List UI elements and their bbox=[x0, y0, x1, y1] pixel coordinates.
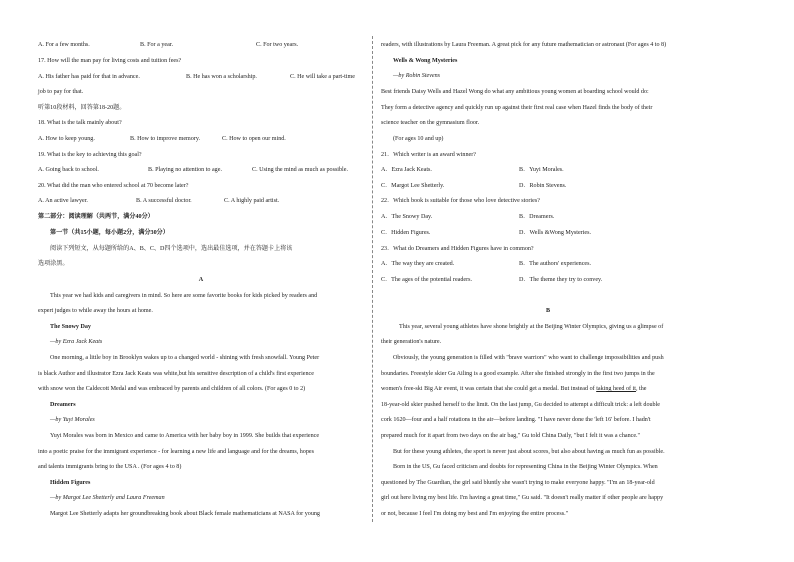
passage-b-p2: Obviously, the young generation is filled with "brave warriors" who want to challenge impossibilities and push bbox=[393, 355, 664, 361]
q22-option-d: D．Wells &Wong Mysteries. bbox=[519, 230, 591, 236]
instruction-18-20: 听第10段材料，回答第18-20题。 bbox=[38, 105, 126, 111]
q21-stem: 21．Which writer is an award winner? bbox=[381, 152, 476, 158]
section1-title: 第一节（共15小题，每小题2分，满分30分） bbox=[50, 230, 169, 236]
q18-stem: 18. What is the talk mainly about? bbox=[38, 120, 122, 126]
passage-b-p3: But for these young athletes, the sport is never just about scores, but also about having as much fun as possible. bbox=[393, 449, 665, 455]
passage-b-p2-text: women's free-ski Big Air event, it was certain that she could get a medal. But instead of bbox=[381, 386, 595, 392]
q20-option-a: A. An active lawyer. bbox=[38, 198, 88, 204]
q17-option-c: C. He will take a part-time bbox=[290, 74, 355, 80]
book3-text-cont: readers, with illustrations by Laura Freeman. A great pick for any future mathematician or astronaut (For ages 4 to 8) bbox=[381, 42, 667, 48]
q23-option-c: C．The ages of the potential readers. bbox=[381, 277, 473, 283]
book2-text-cont2: and talents immigrants bring to the USA . (For ages 4 to 8) bbox=[38, 464, 182, 470]
book4-text: Best friends Daisy Wells and Hazel Wong do what any ambitious young women at boarding school would do: bbox=[381, 89, 649, 95]
q23-option-d: D．The theme they try to convey. bbox=[519, 277, 603, 283]
book2-title: Dreamers bbox=[50, 402, 76, 408]
q21-option-a: A．Ezra Jack Keats. bbox=[381, 167, 432, 173]
book1-author: —by Ezra Jack Keats bbox=[50, 339, 103, 345]
q23-option-b: B．The authors' experiences. bbox=[519, 261, 591, 267]
q20-option-b: B. A successful doctor. bbox=[136, 198, 192, 204]
q21-option-c: C．Margot Lee Shetterly. bbox=[381, 183, 445, 189]
q20-option-c: C. A highly paid artist. bbox=[224, 198, 280, 204]
q19-option-c: C. Using the mind as much as possible. bbox=[252, 167, 348, 173]
q16-option-b: B. For a year. bbox=[140, 42, 174, 48]
q16-option-a: A. For a few months. bbox=[38, 42, 90, 48]
passage-a-intro-cont: expert judges to while away the hours at home. bbox=[38, 308, 153, 314]
passage-b-p2-cont2 bbox=[381, 385, 715, 393]
passage-b-p2-cont1: boundaries. Freestyle skier Gu Ailing is a good example. After she finished strongly in the first two jumps in the bbox=[381, 371, 655, 377]
q19-option-b: B. Playing no attention to age. bbox=[148, 167, 222, 173]
q18-option-c: C. How to open our mind. bbox=[222, 136, 286, 142]
q23-option-a: A．The way they are created. bbox=[381, 261, 455, 267]
passage-b-p4-cont1: questioned by The Guardian, the girl said bluntly she wasn't trying to make everyone happy. "I'm an 18-year-old bbox=[381, 480, 655, 486]
book4-title: Wells & Wong Mysteries bbox=[393, 58, 458, 64]
book1-text-cont1: is black Author and illustrator Ezra Jack Keats was white,but his sensitive description of a child's first experience bbox=[38, 371, 314, 377]
section1-instruction-cont: 选项涂黑。 bbox=[38, 261, 69, 267]
q22-option-b: B．Dreamers. bbox=[519, 214, 555, 220]
book2-author: —by Yuyi Morales bbox=[50, 417, 95, 423]
column-divider bbox=[372, 36, 373, 522]
q21-option-d: D．Robin Stevens. bbox=[519, 183, 567, 189]
passage-a-label: A bbox=[198, 277, 204, 283]
book2-text: Yuyi Morales was born in Mexico and came to America with her baby boy in 1999. She builds that experience bbox=[50, 433, 320, 439]
book1-text-cont2: with snow won the Caldecott Medal and was embraced by parents and children of all colors. (For ages 0 to 2) bbox=[38, 386, 306, 392]
passage-b-p4-cont2: girl out here living my best life. I'm having a great time," Gu said. "It doesn't really matter if other people are happy bbox=[381, 495, 664, 501]
q19-option-a: A. Going back to school. bbox=[38, 167, 99, 173]
q23-stem: 23．What do Dreamers and Hidden Figures have in common? bbox=[381, 246, 534, 252]
book3-author: —by Margot Lee Shetterly and Laura Freeman bbox=[50, 495, 165, 501]
q22-stem: 22．Which book is suitable for those who love detective stories? bbox=[381, 198, 540, 204]
passage-b-p1-cont: their generation's nature. bbox=[381, 339, 442, 345]
passage-b-p2-cont5: prepared much for it apart from two days on the air bag," Gu told China Daily, "but I felt it was a chance." bbox=[381, 433, 641, 439]
q22-option-c: C．Hidden Figures. bbox=[381, 230, 431, 236]
passage-b-label: B bbox=[545, 308, 551, 314]
q17-option-b: B. He has won a scholarship. bbox=[186, 74, 257, 80]
book1-title: The Snowy Day bbox=[50, 324, 91, 330]
passage-b-p2-cont3: 18-year-old skier pushed herself to the limit. On the last jump, Gu decided to attempt a difficult trick: a left double bbox=[381, 402, 660, 408]
q16-option-c: C. For two years. bbox=[256, 42, 299, 48]
passage-b-p4-cont3: or not, because I feel I'm doing my best and I'm enjoying the entire process." bbox=[381, 511, 569, 517]
book4-text-cont1: They form a detective agency and quickly run up against their first real case when Hazel finds the body of their bbox=[381, 105, 653, 111]
underlined-phrase: taking heed of it bbox=[596, 386, 636, 392]
q17-option-c-cont: job to pay for that. bbox=[38, 89, 84, 95]
book3-title: Hidden Figures bbox=[50, 480, 91, 486]
q18-option-a: A. How to keep young. bbox=[38, 136, 95, 142]
q22-option-a: A．The Snowy Day. bbox=[381, 214, 433, 220]
passage-b-p4: Born in the US, Gu faced criticism and doubts for representing China in the Beijing Winter Olympics. When bbox=[393, 464, 658, 470]
passage-b-p1: This year, several young athletes have shone brightly at the Beijing Winter Olympics, giving us a glimpse of bbox=[399, 324, 664, 330]
part2-title: 第二部分：阅读理解（共两节，满分40分） bbox=[38, 214, 154, 220]
passage-b-p2-text-end: , the bbox=[635, 386, 647, 392]
passage-b-p2-cont4: cork 1620—four and a half rotations in the air—before landing. "I have never done the 'left 16' before. I hadn't bbox=[381, 417, 651, 423]
book1-text: One morning, a little boy in Brooklyn wakes up to a changed world - shining with fresh snowfall. Young Peter bbox=[50, 355, 320, 361]
book4-text-cont2: science teacher on the gymnasium floor. bbox=[381, 120, 480, 126]
book4-ages: (For ages 10 and up) bbox=[393, 136, 444, 142]
q17-option-a: A. His father has paid for that in advance. bbox=[38, 74, 140, 80]
q18-option-b: B. How to improve memory. bbox=[130, 136, 201, 142]
passage-a-intro: This year we had kids and caregivers in mind. So here are some favorite books for kids picked by readers and bbox=[50, 293, 318, 299]
q21-option-b: B．Yuyi Morales. bbox=[519, 167, 564, 173]
q20-stem: 20. What did the man who entered school at 70 become later? bbox=[38, 183, 189, 189]
q17-stem: 17. How will the man pay for living costs and tuition fees? bbox=[38, 58, 182, 64]
book2-text-cont1: into a poetic praise for the immigrant experience - for learning a new life and language and for the dreams, hopes bbox=[38, 449, 314, 455]
book3-text: Margot Lee Shetterly adapts her groundbreaking book about Black female mathematicians at NASA for young bbox=[50, 511, 320, 517]
book4-author: —by Robin Stevens bbox=[393, 73, 441, 79]
q19-stem: 19. What is the key to achieving this goal? bbox=[38, 152, 142, 158]
section1-instruction: 阅读下列短文，从每题所给的A、B、C、D四个选项中，选出最佳选项，并在答题卡上将该 bbox=[50, 246, 293, 252]
